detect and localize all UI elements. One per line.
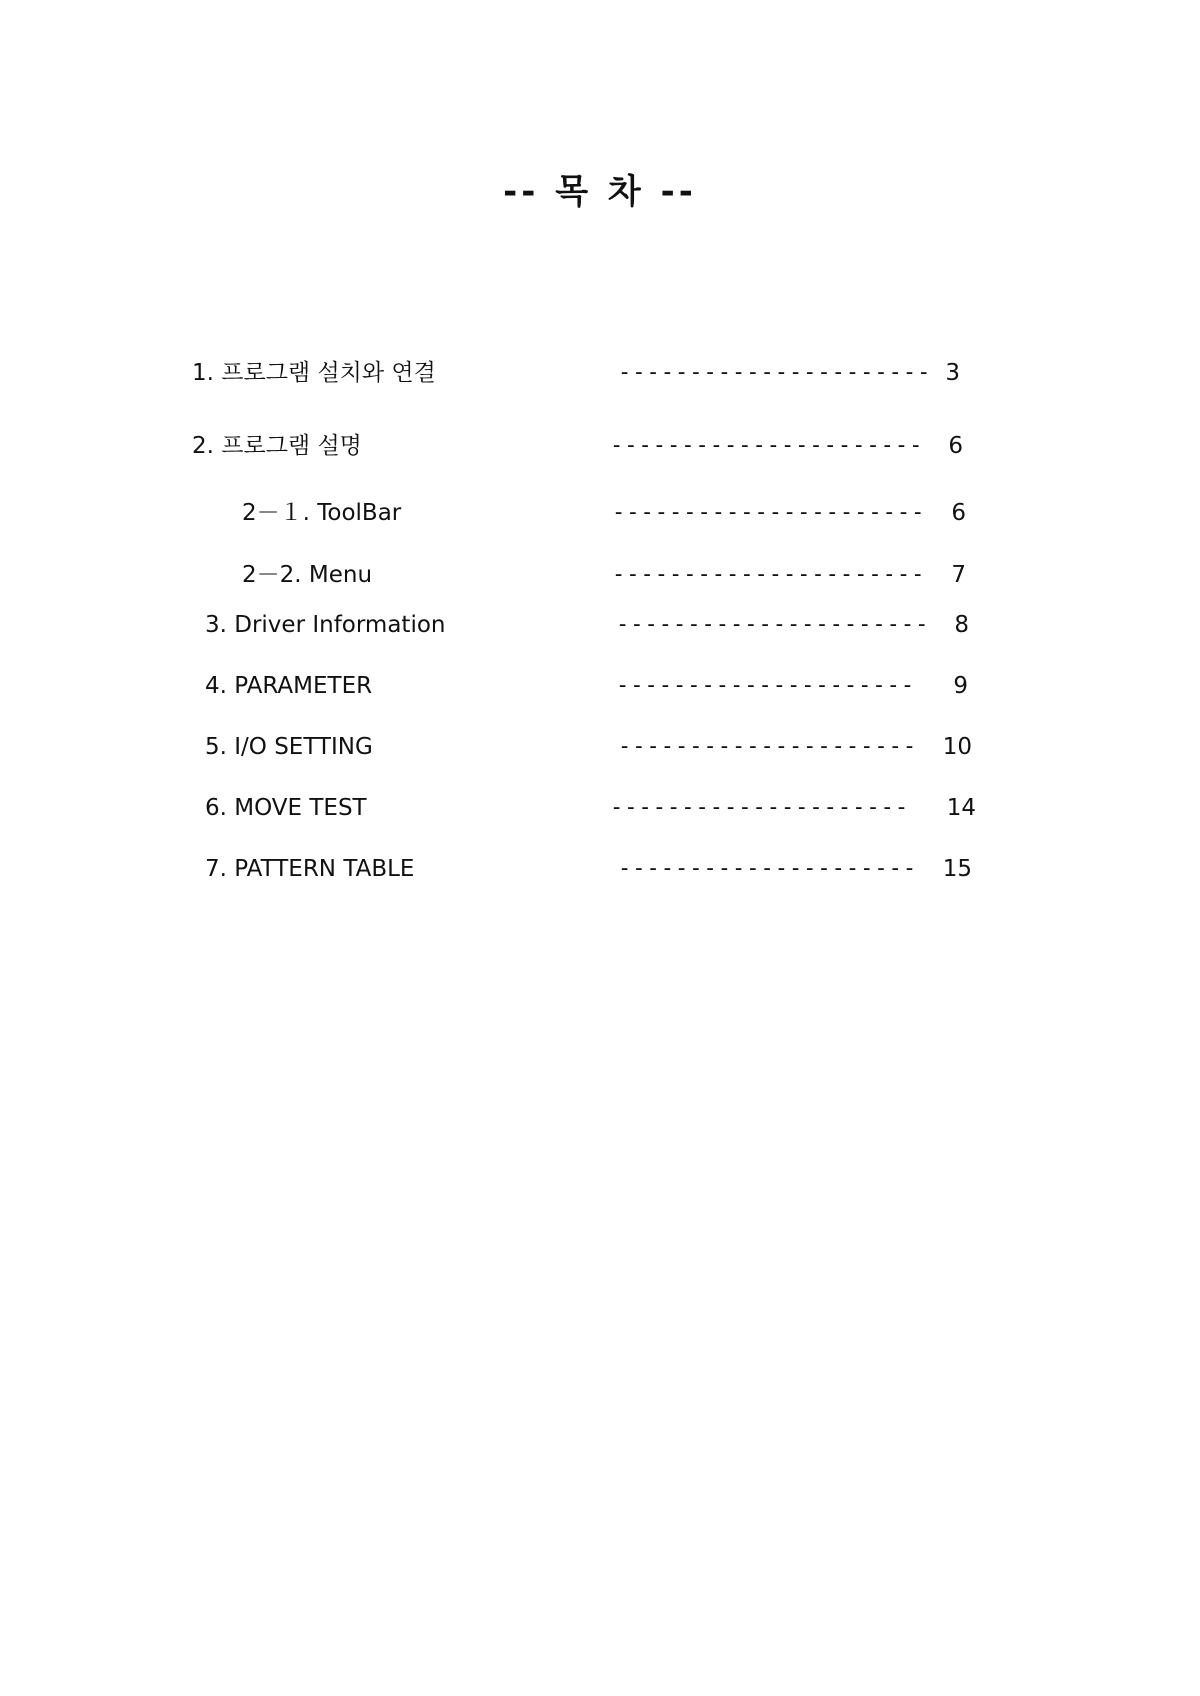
toc-entry-3 xyxy=(0,608,1200,642)
toc-label: 5. I/O SETTING xyxy=(205,734,373,760)
toc-page-number: 9 xyxy=(953,673,968,699)
toc-page-number: 15 xyxy=(942,856,972,882)
toc-page-number: 10 xyxy=(942,734,972,760)
toc-entry-2 xyxy=(0,429,1200,463)
toc-page-number: 7 xyxy=(951,562,966,588)
toc-label: 7. PATTERN TABLE xyxy=(205,856,415,882)
toc-entry-4 xyxy=(0,669,1200,703)
toc-label: 2－１. ToolBar xyxy=(242,500,402,526)
toc-label: 2－2. Menu xyxy=(242,562,373,588)
toc-label: 2. 프로그램 설명 xyxy=(192,433,362,459)
toc-entry-6 xyxy=(0,791,1200,825)
toc-leader: --------------------- xyxy=(616,673,916,698)
toc-entry-7 xyxy=(0,852,1200,886)
toc-leader: ---------------------- xyxy=(610,433,924,458)
toc-leader: ---------------------- xyxy=(618,360,932,385)
toc-leader: --------------------- xyxy=(618,856,918,881)
toc-leader: --------------------- xyxy=(610,795,910,820)
toc-page-number: 6 xyxy=(948,433,963,459)
toc-leader: ---------------------- xyxy=(612,500,926,525)
toc-entry-2-1 xyxy=(0,496,1200,530)
toc-label: 4. PARAMETER xyxy=(205,673,373,699)
toc-entry-2-2 xyxy=(0,558,1200,592)
toc-entry-1 xyxy=(0,356,1200,390)
toc-page-number: 14 xyxy=(946,795,976,821)
toc-label: 3. Driver Information xyxy=(205,612,446,638)
toc-page-number: 3 xyxy=(945,360,960,386)
toc-leader: --------------------- xyxy=(618,734,918,759)
page-title: -- 목 차 -- xyxy=(503,172,697,212)
toc-page-number: 6 xyxy=(951,500,966,526)
toc-leader: ---------------------- xyxy=(612,562,926,587)
toc-page-number: 8 xyxy=(954,612,969,638)
toc-label: 1. 프로그램 설치와 연결 xyxy=(192,360,436,386)
toc-entry-5 xyxy=(0,730,1200,764)
toc-label: 6. MOVE TEST xyxy=(205,795,367,821)
toc-leader: ---------------------- xyxy=(616,612,930,637)
